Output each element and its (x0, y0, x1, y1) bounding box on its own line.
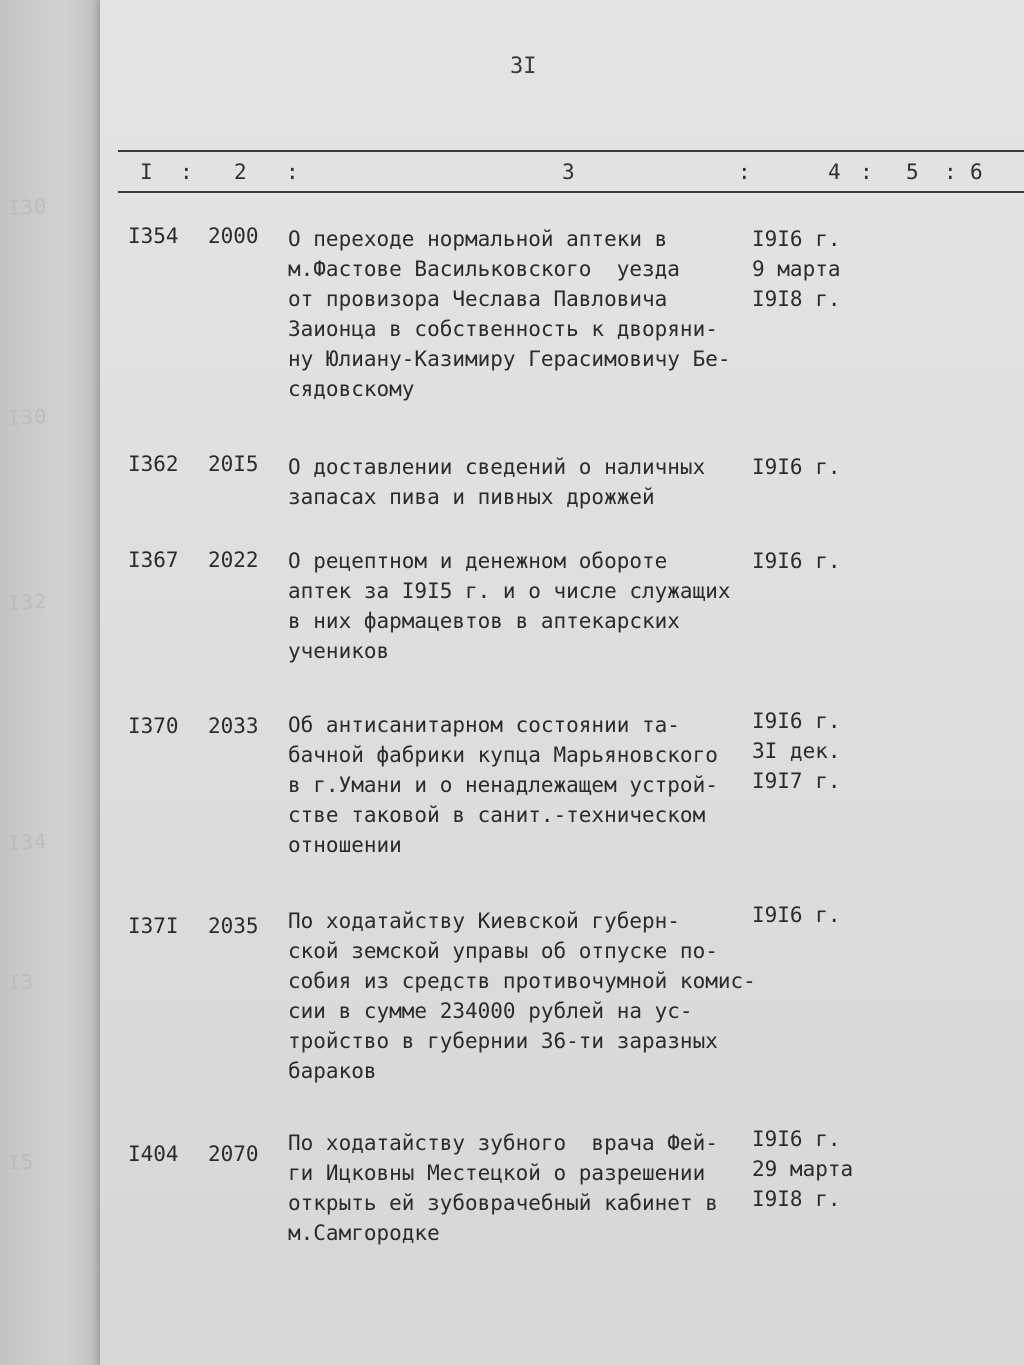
description-line: в них фармацевтов в аптекарских (288, 609, 680, 633)
date-line: I9I6 г. (752, 227, 841, 251)
bleed-through-text: I34 (7, 828, 48, 856)
date-line: 29 марта (752, 1157, 854, 1181)
date-line: I9I7 г. (752, 769, 841, 793)
header-col-6: 6 (970, 160, 983, 184)
entry-dates (752, 1124, 872, 1214)
description-line: О рецептном и денежном обороте (288, 549, 668, 573)
entry-description (288, 224, 758, 404)
file-number: 2033 (208, 714, 259, 738)
description-line: По ходатайству зубного врача Фей- (288, 1131, 718, 1155)
table-header-bottom-rule (118, 191, 1024, 193)
description-line: бараков (288, 1059, 377, 1083)
description-line: отношении (288, 833, 402, 857)
description-line: м.Самгородке (288, 1221, 440, 1245)
entry-number: I362 (128, 452, 179, 476)
date-line: I9I6 г. (752, 549, 841, 573)
entry-number: I404 (128, 1142, 179, 1166)
header-col-3: 3 (562, 160, 575, 184)
description-line: бачной фабрики купца Марьяновского (288, 743, 718, 767)
description-line: О переходе нормальной аптеки в (288, 227, 668, 251)
date-line: I9I6 г. (752, 455, 841, 479)
description-line: учеников (288, 639, 390, 663)
entry-number: I370 (128, 714, 179, 738)
entry-description (288, 906, 758, 1086)
bleed-through-text: I30 (7, 403, 48, 431)
date-line: 3I дек. (752, 739, 841, 763)
date-line: I9I8 г. (752, 1187, 841, 1211)
entry-number: I367 (128, 548, 179, 572)
entry-dates (752, 452, 872, 482)
header-separator: : (860, 160, 873, 184)
description-line: открыть ей зубоврачебный кабинет в (288, 1191, 718, 1215)
header-col-2: 2 (234, 160, 247, 184)
description-line: По ходатайству Киевской губерн- (288, 909, 680, 933)
header-col-4: 4 (828, 160, 841, 184)
entry-description (288, 710, 758, 860)
date-line: I9I8 г. (752, 287, 841, 311)
bleed-through-text: I3 (7, 969, 35, 995)
entry-description (288, 1128, 758, 1248)
table-header-top-rule (118, 150, 1024, 152)
description-line: Об антисанитарном состоянии та- (288, 713, 680, 737)
entry-dates (752, 546, 872, 576)
file-number: 2022 (208, 548, 259, 572)
description-line: запасах пива и пивных дрожжей (288, 485, 655, 509)
entry-description (288, 452, 758, 512)
description-line: в г.Умани и о ненадлежащем устрой- (288, 773, 718, 797)
description-line: ской земской управы об отпуске по- (288, 939, 718, 963)
description-line: тройство в губернии 36-ти заразных (288, 1029, 718, 1053)
description-line: собия из средств противочумной комис- (288, 969, 756, 993)
entry-number: I354 (128, 224, 179, 248)
description-line: сядовскому (288, 377, 415, 401)
description-line: от провизора Чеслава Павловича (288, 287, 668, 311)
entry-dates (752, 224, 872, 314)
date-line: I9I6 г. (752, 709, 841, 733)
description-line: м.Фастове Васильковского уезда (288, 257, 680, 281)
entry-dates (752, 706, 872, 796)
file-number: 2035 (208, 914, 259, 938)
entry-dates (752, 900, 872, 930)
date-line: I9I6 г. (752, 1127, 841, 1151)
entry-number: I37I (128, 914, 179, 938)
date-line: 9 марта (752, 257, 841, 281)
file-number: 20I5 (208, 452, 259, 476)
bleed-through-text: I32 (7, 588, 48, 616)
page-number: 3I (510, 54, 537, 79)
description-line: сии в сумме 234000 рублей на ус- (288, 999, 693, 1023)
description-line: аптек за I9I5 г. и о числе служащих (288, 579, 731, 603)
description-line: Заионца в собственность к дворяни- (288, 317, 718, 341)
header-separator: : (944, 160, 957, 184)
entry-description (288, 546, 758, 666)
description-line: ги Ицковны Местецкой о разрешении (288, 1161, 706, 1185)
description-line: ну Юлиану-Казимиру Герасимовичу Бе- (288, 347, 731, 371)
date-line: I9I6 г. (752, 903, 841, 927)
header-col-5: 5 (906, 160, 919, 184)
file-number: 2070 (208, 1142, 259, 1166)
adjacent-page-edge (0, 0, 110, 1365)
header-col-1: I (140, 160, 153, 184)
header-separator: : (738, 160, 751, 184)
header-separator: : (180, 160, 193, 184)
bleed-through-text: I30 (7, 193, 48, 221)
bleed-through-text: I5 (7, 1149, 35, 1175)
description-line: стве таковой в санит.-техническом (288, 803, 706, 827)
file-number: 2000 (208, 224, 259, 248)
description-line: О доставлении сведений о наличных (288, 455, 706, 479)
header-separator: : (286, 160, 299, 184)
